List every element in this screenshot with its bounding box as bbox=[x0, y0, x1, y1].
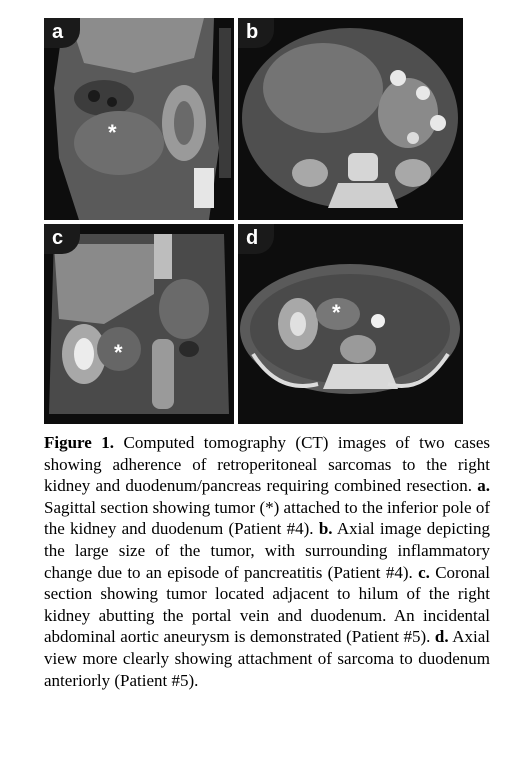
caption-intro: Computed tomography (CT) images of two cases showing adherence of retroperitoneal sarcomas to the right kidney and duodenum/pancreas requiring combined resection. bbox=[44, 433, 490, 496]
ct-panel-b bbox=[238, 18, 463, 220]
caption-b-label: b. bbox=[318, 519, 333, 539]
caption-c-text: Coronal section showing tumor located adjacent to hilum of the right kidney abutting the portal vein and duodenum. An incidental abdominal aortic aneurysm is demonstrated (Patient #5). bbox=[44, 562, 490, 647]
tumor-marker-a: * bbox=[108, 120, 117, 145]
tumor-marker-d: * bbox=[332, 300, 341, 325]
panel-label-d: d bbox=[238, 224, 274, 254]
ct-image-sagittal bbox=[44, 18, 234, 220]
caption-b-text: Axial image depicting the large size of the tumor, with surrounding inflammatory change due to an episode of pancreatitis (Patient #4). bbox=[44, 519, 490, 582]
ct-panel-d bbox=[238, 224, 463, 424]
caption-d-label: d. bbox=[434, 627, 449, 647]
caption-d-text: Axial view more clearly showing attachment of sarcoma to duodenum anteriorly (Patient #5). bbox=[44, 627, 490, 690]
panel-label-b: b bbox=[238, 18, 274, 48]
ct-panel-c bbox=[44, 224, 234, 424]
caption-c-label: c. bbox=[418, 562, 430, 582]
figure-caption bbox=[44, 432, 490, 691]
ct-panel-a bbox=[44, 18, 234, 220]
ct-image-coronal bbox=[44, 224, 234, 424]
panel-label-a: a bbox=[44, 18, 80, 48]
ct-image-axial-d bbox=[238, 224, 463, 424]
caption-a-label: a. bbox=[477, 476, 490, 496]
tumor-marker-c: * bbox=[114, 340, 123, 365]
ct-image-axial-b bbox=[238, 18, 463, 220]
caption-a-text: Sagittal section showing tumor (*) attached to the inferior pole of the kidney and duodenum (Patient #4). bbox=[44, 497, 490, 539]
panel-label-c: c bbox=[44, 224, 80, 254]
figure-label: Figure 1. bbox=[44, 433, 115, 452]
